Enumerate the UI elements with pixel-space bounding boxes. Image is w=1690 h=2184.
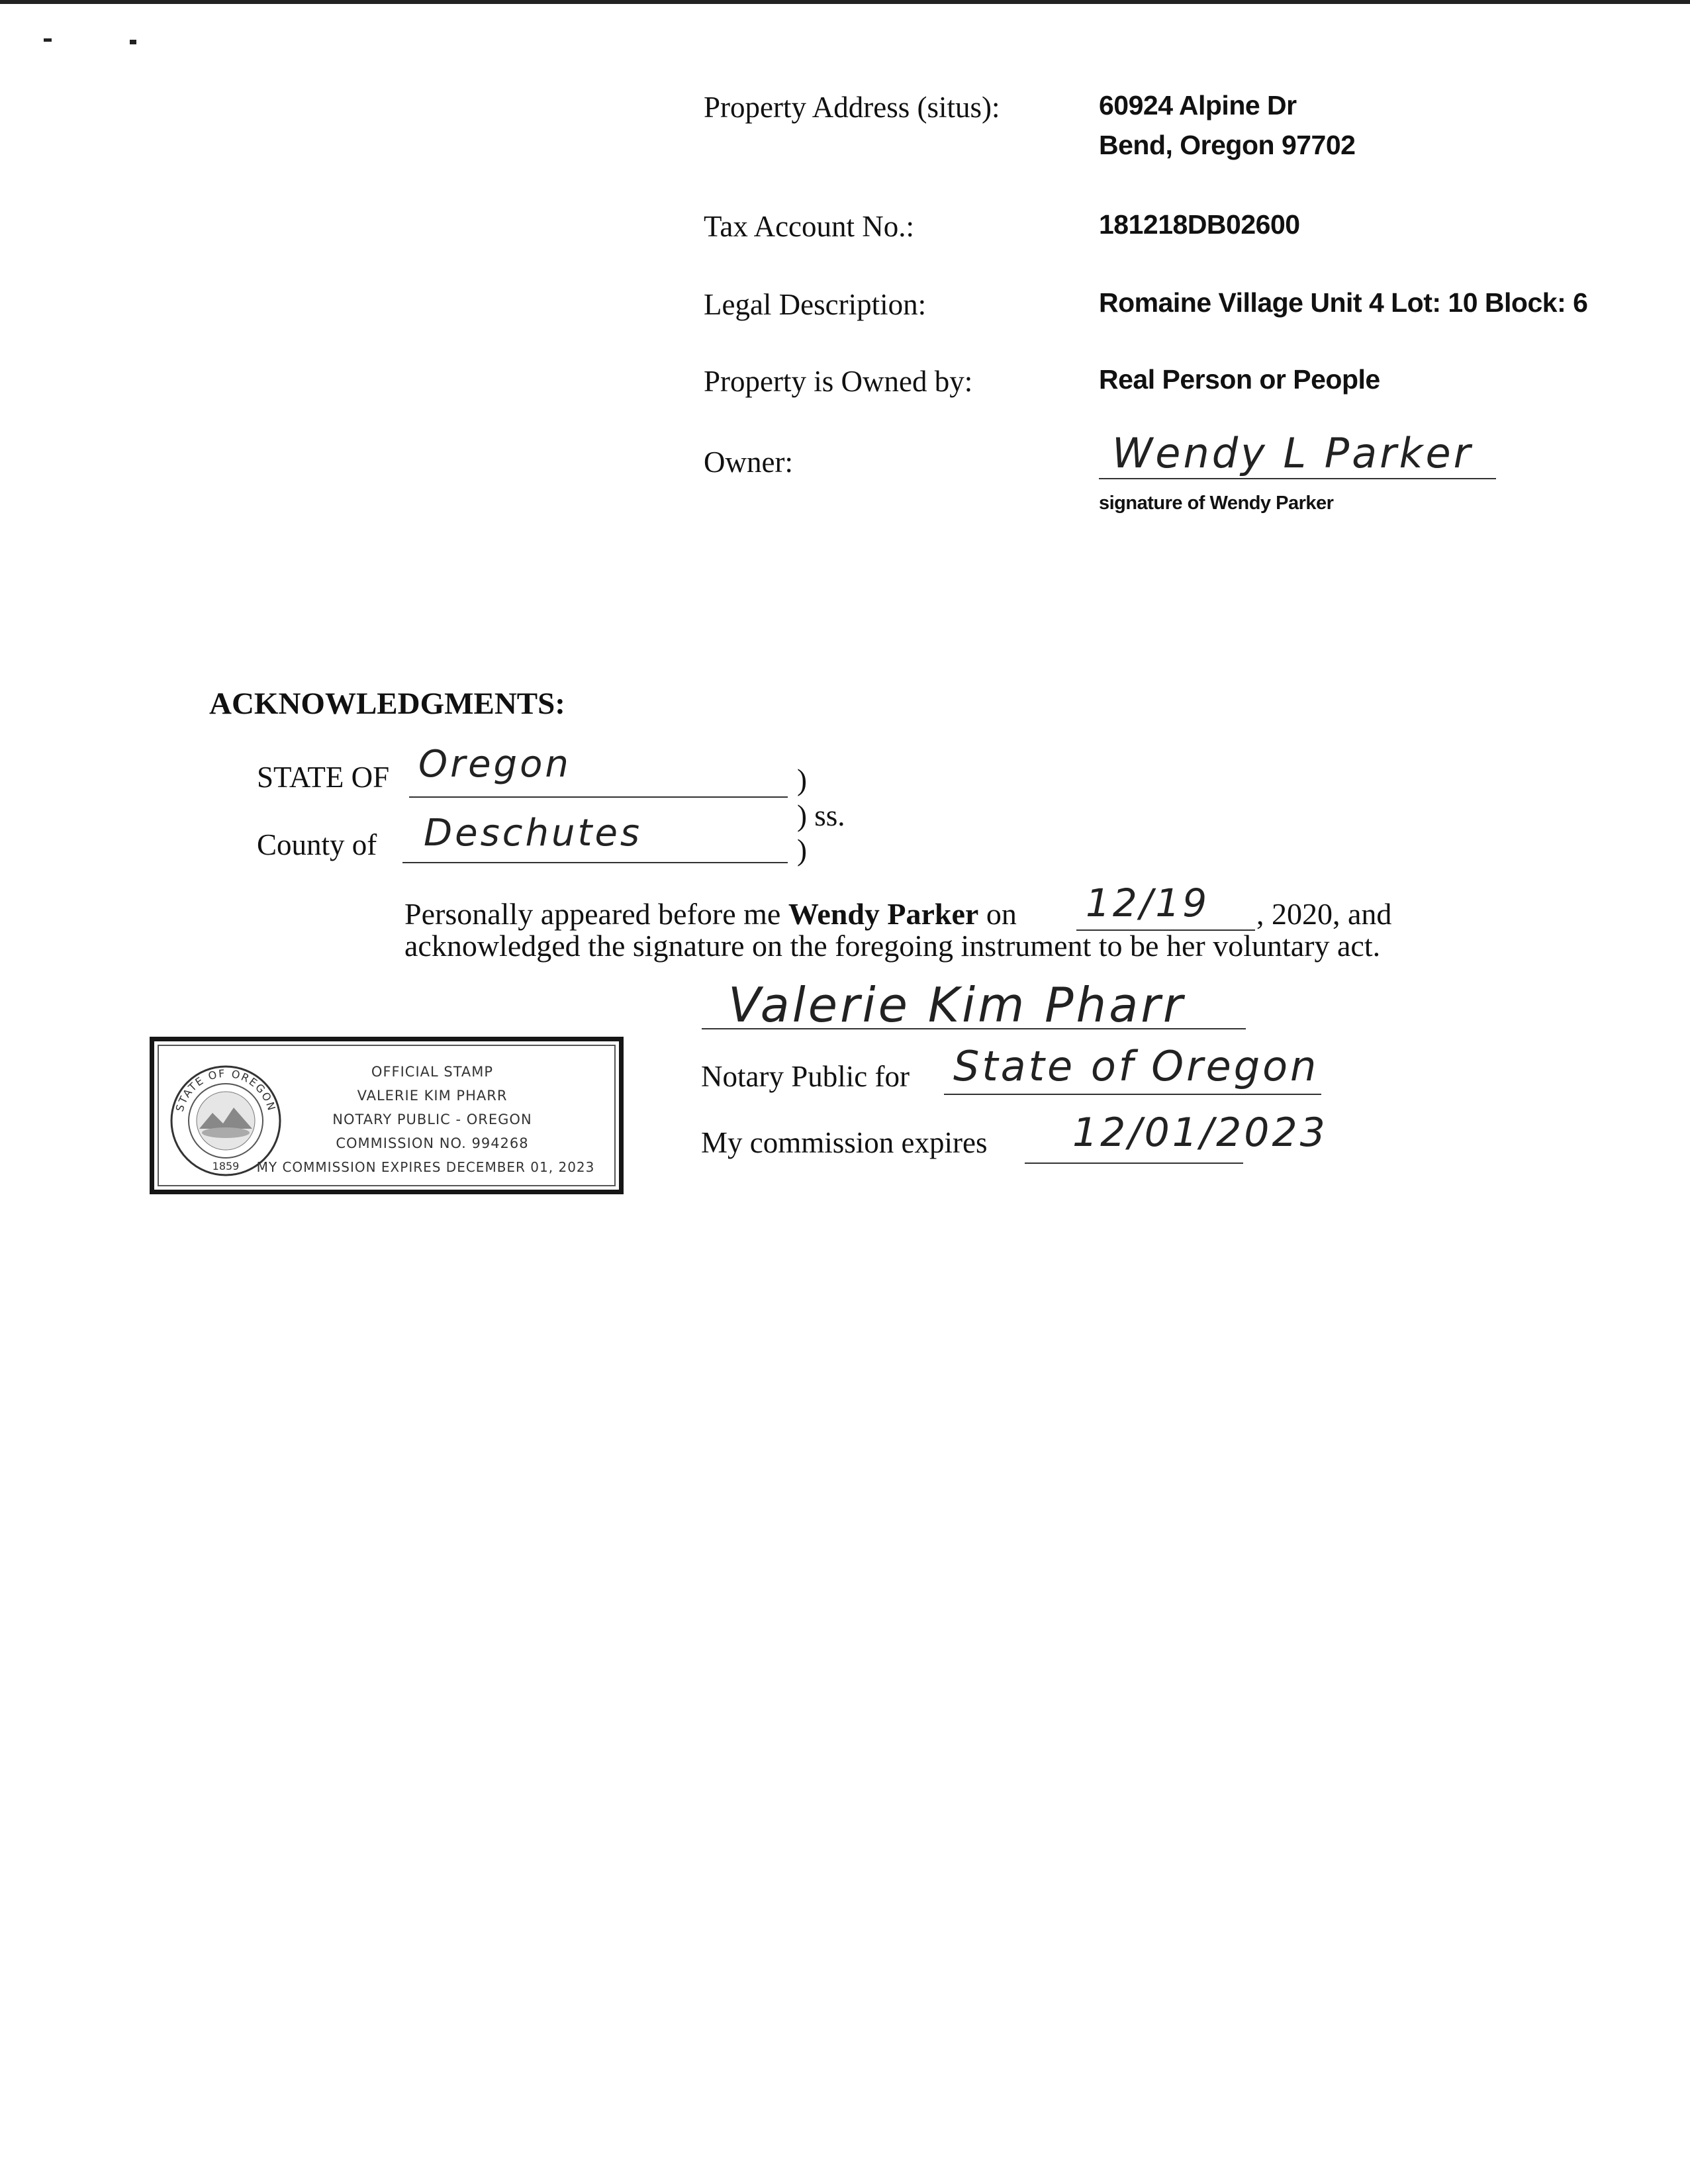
county-of-label: County of	[257, 828, 377, 861]
notary-public-value: State of Oregon	[953, 1042, 1319, 1090]
owned-by-value: Real Person or People	[1099, 364, 1380, 395]
legal-description-label: Legal Description:	[704, 288, 927, 321]
notary-public-label: Notary Public for	[701, 1060, 910, 1093]
owner-signature-caption: signature of Wendy Parker	[1099, 493, 1334, 514]
commission-expires-line	[1025, 1163, 1243, 1164]
property-address-label: Property Address (situs):	[704, 91, 1000, 124]
ack-prefix: Personally appeared before me	[404, 897, 788, 931]
acknowledgments-heading: ACKNOWLEDGMENTS:	[209, 687, 565, 721]
legal-description-value: Romaine Village Unit 4 Lot: 10 Block: 6	[1099, 287, 1588, 318]
state-of-line	[409, 796, 788, 798]
state-of-label: STATE OF	[257, 761, 390, 794]
notary-stamp	[150, 1037, 624, 1194]
seal-year: 1859	[212, 1160, 240, 1172]
seal-text: STATE OF OREGON	[173, 1067, 279, 1114]
stamp-commission-expires: MY COMMISSION EXPIRES DECEMBER 01, 2023	[256, 1159, 595, 1175]
county-of-value: Deschutes	[424, 812, 643, 855]
scan-top-border	[0, 0, 1690, 4]
owner-signature-line	[1099, 478, 1496, 479]
property-address-line1: 60924 Alpine Dr	[1099, 90, 1297, 120]
ack-statement-line1	[404, 896, 1017, 931]
scan-speck	[44, 38, 52, 42]
commission-expires-value: 12/01/2023	[1072, 1110, 1328, 1156]
stamp-notary-title: NOTARY PUBLIC - OREGON	[332, 1112, 532, 1127]
venue-paren-top: )	[797, 763, 807, 796]
property-address-line2: Bend, Oregon 97702	[1099, 130, 1356, 160]
ack-statement-line2: acknowledged the signature on the foregoing instrument to be her voluntary act.	[404, 929, 1381, 963]
ack-year-suffix: , 2020, and	[1256, 897, 1392, 931]
owned-by-label: Property is Owned by:	[704, 365, 973, 398]
scan-speck	[130, 40, 136, 44]
stamp-commission-number: COMMISSION NO. 994268	[336, 1135, 529, 1151]
ack-signer-name: Wendy Parker	[788, 897, 979, 931]
stamp-notary-name: VALERIE KIM PHARR	[357, 1088, 508, 1104]
venue-paren-ss: ) ss.	[797, 799, 845, 832]
tax-account-label: Tax Account No.:	[704, 210, 915, 243]
tax-account-value: 181218DB02600	[1099, 209, 1300, 240]
commission-expires-label: My commission expires	[701, 1126, 988, 1159]
venue-paren-bottom: )	[797, 833, 807, 867]
notary-signature: Valerie Kim Pharr	[728, 977, 1186, 1033]
stamp-official: OFFICIAL STAMP	[371, 1064, 494, 1080]
owner-label: Owner:	[704, 446, 793, 479]
owner-signature: Wendy L Parker	[1112, 429, 1474, 477]
ack-date-value: 12/19	[1086, 880, 1210, 926]
state-of-value: Oregon	[418, 743, 571, 786]
ack-on: on	[978, 897, 1017, 931]
county-of-line	[402, 862, 788, 863]
notary-public-line	[944, 1094, 1321, 1095]
notary-signature-line	[702, 1028, 1246, 1029]
